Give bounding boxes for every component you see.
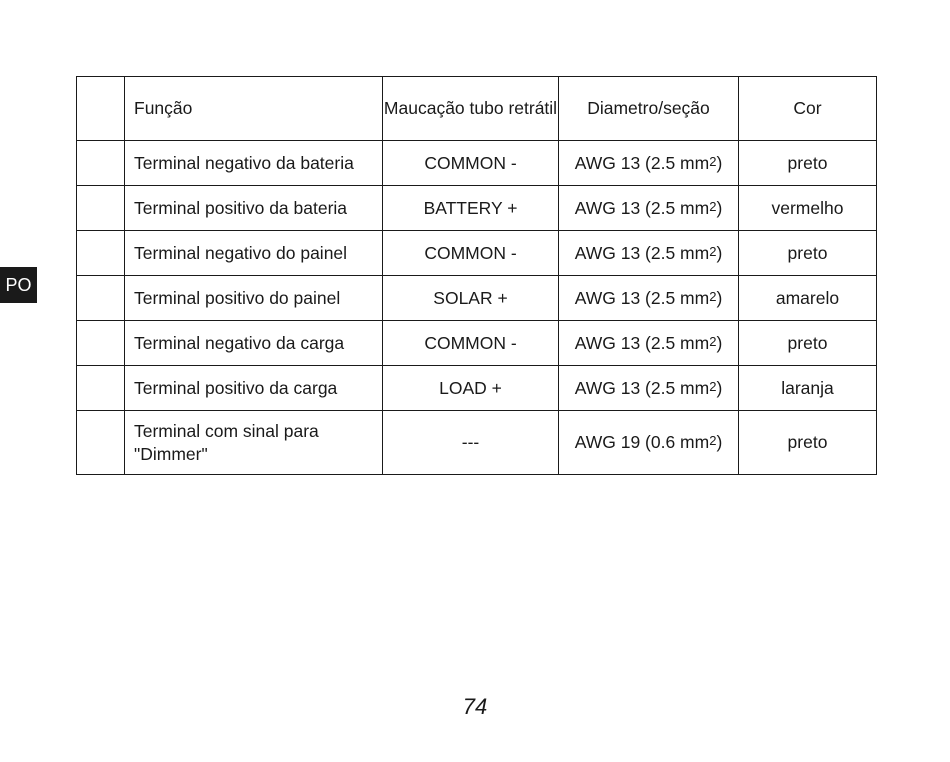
diametro-text: AWG 13 (2.5 mm [574,242,710,263]
marcacao-cell: COMMON - [383,231,559,276]
marcacao-cell: COMMON - [383,321,559,366]
diametro-close: ) [716,152,723,173]
table-row [77,141,877,186]
table-row [77,321,877,366]
diametro-close: ) [716,332,723,353]
row-blank-cell [77,276,125,321]
diametro-exponent: 2 [709,153,717,169]
diametro-cell [559,366,739,411]
diametro-close: ) [716,197,723,218]
row-blank-cell [77,141,125,186]
marcacao-cell: SOLAR + [383,276,559,321]
cor-cell: preto [739,231,877,276]
diametro-text: AWG 13 (2.5 mm [574,197,710,218]
diametro-text: AWG 13 (2.5 mm [574,152,710,173]
row-blank-cell [77,321,125,366]
row-blank-cell [77,366,125,411]
marcacao-cell: LOAD + [383,366,559,411]
cor-cell: laranja [739,366,877,411]
funcao-cell: Terminal positivo da carga [125,366,383,411]
diametro-exponent: 2 [709,333,717,349]
cor-cell: preto [739,411,877,475]
header-blank [77,77,125,141]
funcao-cell: Terminal negativo da bateria [125,141,383,186]
diametro-text: AWG 13 (2.5 mm [574,377,710,398]
row-blank-cell [77,411,125,475]
diametro-cell [559,276,739,321]
funcao-cell: Terminal positivo do painel [125,276,383,321]
table-row [77,411,877,475]
table-row [77,186,877,231]
diametro-exponent: 2 [709,433,717,448]
language-tab [0,267,37,303]
row-blank-cell [77,186,125,231]
header-cor: Cor [739,77,877,141]
diametro-text: AWG 19 (0.6 mm [574,432,710,452]
diametro-close: ) [716,242,723,263]
diametro-text: AWG 13 (2.5 mm [574,287,710,308]
diametro-close: ) [716,432,723,452]
cor-cell: preto [739,321,877,366]
diametro-exponent: 2 [709,378,717,394]
diametro-exponent: 2 [709,198,717,214]
header-marcacao: Maucação tubo retrátil [383,77,559,141]
diametro-cell [559,141,739,186]
row-blank-cell [77,231,125,276]
diametro-cell [559,231,739,276]
header-funcao: Função [125,77,383,141]
marcacao-cell: BATTERY + [383,186,559,231]
diametro-cell [559,321,739,366]
funcao-cell: Terminal positivo da bateria [125,186,383,231]
cor-cell: preto [739,141,877,186]
cor-cell: vermelho [739,186,877,231]
diametro-exponent: 2 [709,288,717,304]
cor-cell: amarelo [739,276,877,321]
diametro-close: ) [716,377,723,398]
funcao-cell: Terminal com sinal para "Dimmer" [125,411,383,475]
diametro-exponent: 2 [709,243,717,259]
table-row [77,366,877,411]
header-diametro: Diametro/seção [559,77,739,141]
funcao-cell: Terminal negativo do painel [125,231,383,276]
table-row [77,276,877,321]
diametro-close: ) [716,287,723,308]
table-row [77,231,877,276]
page-number: 74 [462,694,488,719]
table-header-row [77,77,877,141]
wiring-table [76,76,877,475]
marcacao-cell: --- [383,411,559,475]
diametro-text: AWG 13 (2.5 mm [574,332,710,353]
diametro-cell [559,186,739,231]
funcao-cell: Terminal negativo da carga [125,321,383,366]
marcacao-cell: COMMON - [383,141,559,186]
diametro-cell [559,411,739,475]
language-tab-label: PO [5,274,32,295]
